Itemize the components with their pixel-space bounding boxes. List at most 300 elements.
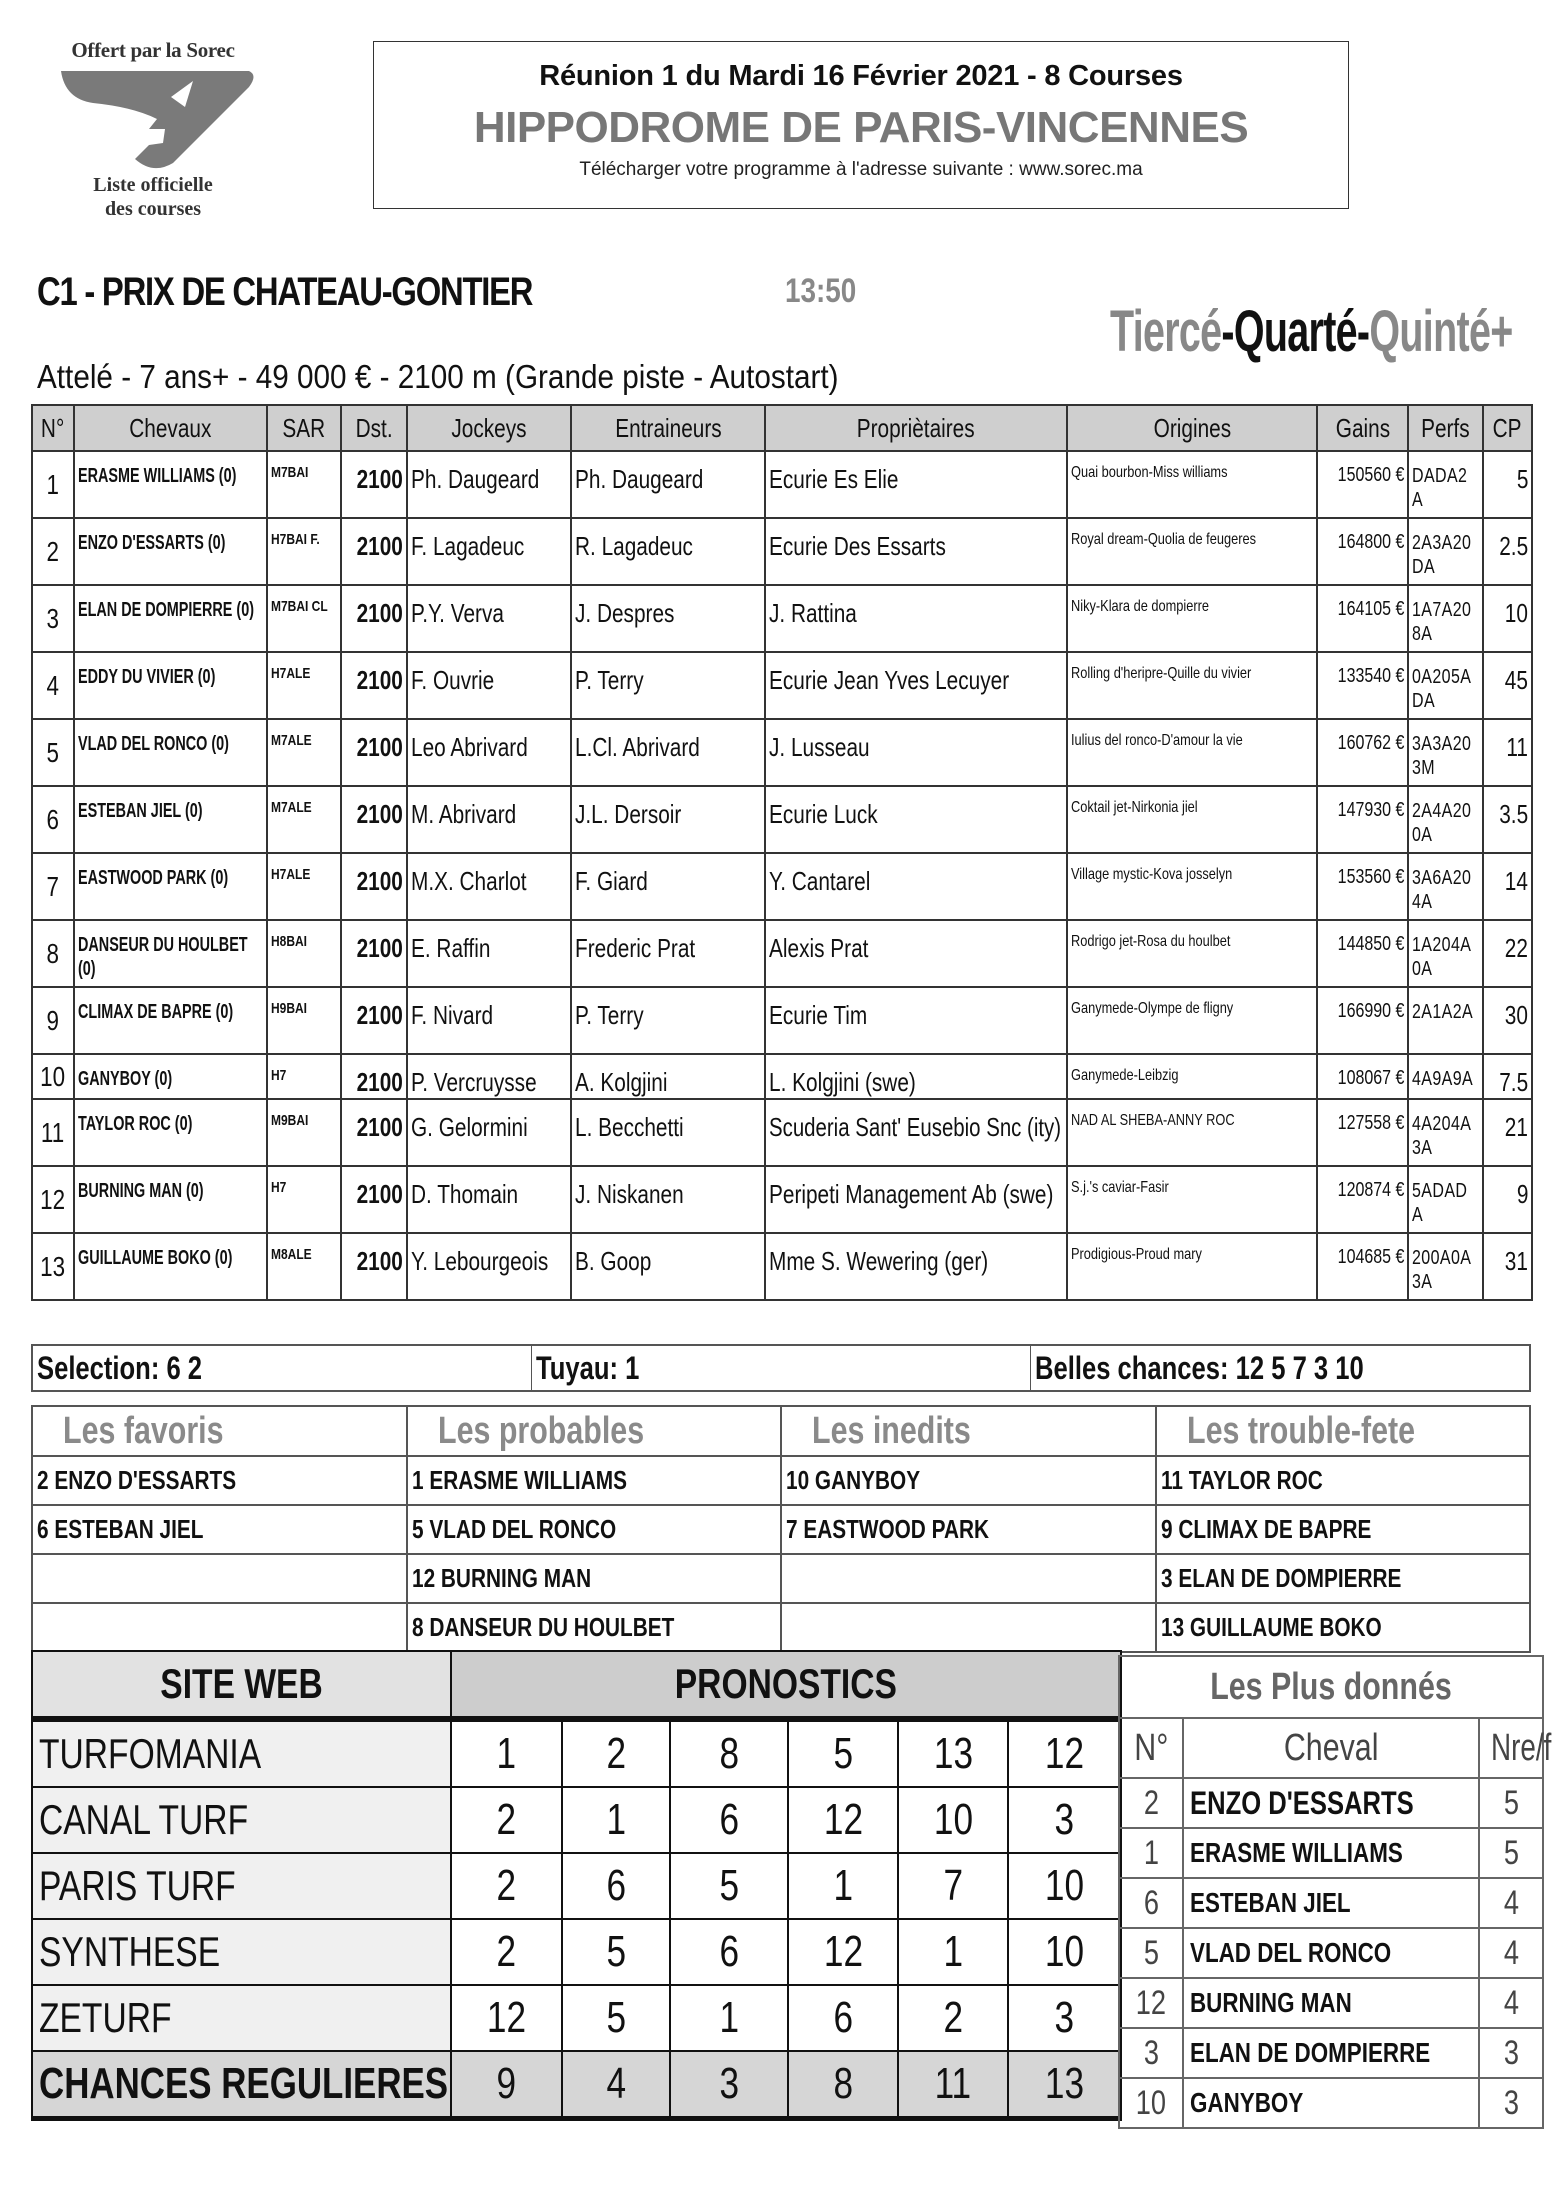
trainer-name-cell: [571, 853, 765, 920]
origins: S.j.'s caviar-Fasir: [1071, 1179, 1169, 1196]
category-header: [781, 1406, 1156, 1456]
runner-number: 10: [40, 1060, 66, 1092]
pick-cell: [562, 2051, 670, 2119]
earnings-cell: [1317, 719, 1408, 786]
sex-age-coat: H7BAI F.: [271, 531, 320, 548]
trainer-name-cell: [571, 1166, 765, 1233]
performances-cell: [1408, 1233, 1483, 1300]
pick-cell: [898, 1853, 1008, 1919]
pronostics-header: [451, 1651, 1121, 1719]
jockey-name-cell: [407, 1166, 571, 1233]
race-title: C1 - PRIX DE CHATEAU-GONTIER: [37, 270, 533, 314]
runner-row: [32, 920, 1532, 987]
pick-number: 7: [943, 1861, 963, 1910]
earnings-cell: [1317, 920, 1408, 987]
pick-number: 11: [934, 2059, 972, 2108]
category-header-label: Les trouble-fete: [1186, 1409, 1415, 1452]
regular-chances-row: [32, 2051, 1121, 2119]
category-cell: [1156, 1603, 1531, 1652]
odds-cell: [1483, 585, 1532, 652]
site-name-cell: [32, 1787, 451, 1853]
horse-name: TAYLOR ROC (0): [78, 1113, 193, 1135]
origins-cell: [1067, 652, 1317, 719]
trainer-name: R. Lagadeuc: [575, 531, 693, 561]
pick-cell: [898, 1719, 1008, 1787]
pick-number: 6: [833, 1993, 853, 2042]
distance-cell: [341, 786, 407, 853]
trainer-name: A. Kolgjini: [575, 1067, 668, 1097]
pick-cell: [898, 2051, 1008, 2119]
horse-name-cell: [74, 853, 267, 920]
race-conditions: Attelé - 7 ans+ - 49 000 € - 2100 m (Grande piste - Autostart): [37, 358, 839, 395]
categories-header-row: [32, 1406, 1530, 1456]
category-entry: 6 ESTEBAN JIEL: [37, 1514, 204, 1544]
category-entry: 1 ERASME WILLIAMS: [411, 1465, 627, 1495]
pick-cell: [1008, 1853, 1121, 1919]
race-time: 13:50: [785, 272, 857, 310]
category-cell: [781, 1505, 1156, 1554]
sex-age-coat-cell: [267, 652, 341, 719]
runner-number: 13: [40, 1250, 66, 1282]
horse-name: EASTWOOD PARK (0): [78, 867, 229, 889]
odds: 2.5: [1499, 531, 1528, 561]
runner-number: 5: [46, 736, 60, 768]
runner-row: [32, 652, 1532, 719]
horse-name: ENZO D'ESSARTS (0): [78, 532, 226, 554]
pick-cell: [898, 1787, 1008, 1853]
owner-name: Y. Cantarel: [769, 866, 871, 896]
owner-name: J. Lusseau: [769, 732, 870, 762]
distance-cell: [341, 585, 407, 652]
performances-cell: [1408, 1166, 1483, 1233]
performances-cell: [1408, 987, 1483, 1054]
category-cell: [407, 1554, 782, 1603]
owner-name-cell: [765, 786, 1067, 853]
distance-cell: [341, 1233, 407, 1300]
runner-number: 7: [46, 870, 60, 902]
pick-number: 6: [606, 1861, 626, 1910]
category-entry: 9 CLIMAX DE BAPRE: [1160, 1514, 1371, 1544]
pronostic-row: [32, 1719, 1121, 1787]
sex-age-coat: M7BAI: [271, 464, 309, 481]
distance: 2100: [356, 866, 403, 896]
plus-donnes-horse-cell: [1183, 1928, 1479, 1978]
plus-donnes-row: [1119, 1828, 1543, 1878]
categories-table: [31, 1405, 1531, 1653]
pick-number: 10: [933, 1795, 973, 1844]
site-web-header-label: SITE WEB: [160, 1660, 323, 1707]
site-name-cell: [32, 1985, 451, 2051]
horse-name-cell: [74, 786, 267, 853]
pick-number: 12: [1044, 1729, 1085, 1778]
odds-cell: [1483, 853, 1532, 920]
plus-donnes-horse: ERASME WILLIAMS: [1190, 1837, 1403, 1868]
category-row: [32, 1554, 1530, 1603]
pick-number: 2: [496, 1795, 517, 1844]
distance: 2100: [356, 1246, 403, 1276]
column-header: [74, 405, 267, 451]
site-name: CANAL TURF: [39, 1796, 249, 1843]
horse-name: ERASME WILLIAMS (0): [78, 465, 237, 487]
jockey-name: Leo Abrivard: [411, 732, 528, 762]
owner-name: Mme S. Wewering (ger): [769, 1246, 989, 1276]
earnings: 144850 €: [1337, 933, 1405, 955]
odds: 3.5: [1499, 799, 1528, 829]
trainer-name-cell: [571, 1054, 765, 1099]
category-row: [32, 1603, 1530, 1652]
sorec-logo: [38, 38, 268, 228]
plus-donnes-column-label: Cheval: [1283, 1726, 1379, 1769]
owner-name: Ecurie Es Elie: [769, 464, 899, 494]
bet-type: [1110, 300, 1513, 364]
pick-cell: [562, 1853, 670, 1919]
plus-donnes-horse: ESTEBAN JIEL: [1190, 1887, 1351, 1918]
distance-cell: [341, 451, 407, 518]
bet-quarte: Quarté: [1233, 299, 1357, 364]
jockey-name: D. Thomain: [411, 1179, 519, 1209]
odds-cell: [1483, 786, 1532, 853]
earnings-cell: [1317, 585, 1408, 652]
jockey-name: Ph. Daugeard: [411, 464, 540, 494]
horse-name: VLAD DEL RONCO (0): [78, 733, 229, 755]
column-header-label: N°: [41, 412, 65, 443]
runner-row: [32, 1166, 1532, 1233]
tuyau-cell: [532, 1346, 1031, 1390]
category-cell: [32, 1603, 407, 1652]
bet-quinte: Quinté+: [1369, 299, 1513, 364]
origins: Prodigious-Proud mary: [1071, 1246, 1202, 1263]
origins-cell: [1067, 1166, 1317, 1233]
performances: DADA2A: [1412, 465, 1468, 511]
logo-bottom-line2: des courses: [104, 198, 202, 220]
odds: 21: [1504, 1112, 1528, 1142]
origins-cell: [1067, 585, 1317, 652]
column-header-label: Dst.: [355, 412, 393, 443]
column-header-label: Origines: [1153, 412, 1231, 443]
pick-number: 12: [823, 1927, 863, 1976]
sex-age-coat: H7: [271, 1179, 287, 1196]
earnings-cell: [1317, 1233, 1408, 1300]
sex-age-coat-cell: [267, 853, 341, 920]
pick-cell: [788, 1719, 898, 1787]
column-header-label: SAR: [282, 412, 326, 443]
odds: 14: [1504, 866, 1528, 896]
trainer-name: P. Terry: [575, 1000, 644, 1030]
runner-number-cell: [32, 1233, 74, 1300]
plus-donnes-number-cell: [1119, 1828, 1183, 1878]
trainer-name: Ph. Daugeard: [575, 464, 704, 494]
plus-donnes-horse: ELAN DE DOMPIERRE: [1190, 2037, 1431, 2068]
plus-donnes-count: 5: [1503, 1783, 1519, 1822]
plus-donnes-header-row: [1119, 1718, 1543, 1778]
category-entry: 12 BURNING MAN: [411, 1563, 591, 1593]
performances-cell: [1408, 585, 1483, 652]
pick-cell: [451, 1853, 562, 1919]
pick-number: 3: [1054, 1993, 1075, 2042]
category-header: [407, 1406, 782, 1456]
pick-cell: [1008, 1919, 1121, 1985]
pronostic-row: [32, 1985, 1121, 2051]
pick-number: 1: [606, 1795, 626, 1844]
plus-donnes-title-label: Les Plus donnés: [1210, 1665, 1452, 1708]
owner-name: Scuderia Sant' Eusebio Snc (ity): [769, 1112, 1062, 1142]
runner-number: 8: [46, 937, 60, 969]
pick-number: 13: [933, 1729, 973, 1778]
sex-age-coat-cell: [267, 518, 341, 585]
runner-number: 11: [41, 1116, 65, 1148]
trainer-name: B. Goop: [575, 1246, 652, 1276]
trainer-name: F. Giard: [575, 866, 648, 896]
odds: 31: [1504, 1246, 1528, 1276]
owner-name-cell: [765, 1233, 1067, 1300]
origins: Rolling d'heripre-Quille du vivier: [1071, 665, 1252, 682]
column-header: [1317, 405, 1408, 451]
earnings-cell: [1317, 987, 1408, 1054]
jockey-name-cell: [407, 1054, 571, 1099]
origins: Quai bourbon-Miss williams: [1071, 464, 1228, 481]
column-header: [341, 405, 407, 451]
runners-header-row: [32, 405, 1532, 451]
odds-cell: [1483, 719, 1532, 786]
site-name: ZETURF: [39, 1994, 172, 2041]
sex-age-coat: H8BAI: [271, 933, 308, 950]
sex-age-coat-cell: [267, 1099, 341, 1166]
site-name: PARIS TURF: [39, 1862, 236, 1909]
site-name-cell: [32, 1719, 451, 1787]
category-cell: [1156, 1456, 1531, 1505]
odds-cell: [1483, 987, 1532, 1054]
trainer-name: J.L. Dersoir: [575, 799, 682, 829]
odds: 5: [1516, 464, 1528, 494]
earnings-cell: [1317, 652, 1408, 719]
site-name: CHANCES REGULIERES: [39, 2059, 449, 2108]
logo-top-text: Offert par la Sorec: [71, 38, 235, 62]
plus-donnes-count-cell: [1479, 1978, 1543, 2028]
plus-donnes-number: 3: [1143, 2033, 1159, 2072]
owner-name: Ecurie Tim: [769, 1000, 868, 1030]
distance: 2100: [356, 933, 403, 963]
pick-number: 1: [833, 1861, 853, 1910]
horse-name: DANSEUR DU HOULBET (0): [78, 934, 248, 980]
origins-cell: [1067, 920, 1317, 987]
earnings: 147930 €: [1337, 799, 1405, 821]
odds: 30: [1504, 1000, 1528, 1030]
category-cell: [1156, 1554, 1531, 1603]
plus-donnes-horse: BURNING MAN: [1190, 1987, 1352, 2018]
pick-number: 6: [719, 1795, 739, 1844]
category-header: [1156, 1406, 1531, 1456]
performances-cell: [1408, 853, 1483, 920]
jockey-name: M.X. Charlot: [411, 866, 527, 896]
site-name-cell: [32, 1919, 451, 1985]
horse-name-cell: [74, 585, 267, 652]
performances-cell: [1408, 1054, 1483, 1099]
odds: 45: [1504, 665, 1528, 695]
category-cell: [781, 1456, 1156, 1505]
distance: 2100: [356, 531, 403, 561]
distance: 2100: [356, 464, 403, 494]
category-cell: [32, 1554, 407, 1603]
pick-cell: [451, 1787, 562, 1853]
owner-name-cell: [765, 1099, 1067, 1166]
runner-number: 4: [46, 669, 60, 701]
sex-age-coat: H9BAI: [271, 1000, 308, 1017]
trainer-name-cell: [571, 652, 765, 719]
horse-head-logo-icon: [53, 63, 253, 173]
category-cell: [781, 1554, 1156, 1603]
performances: 4A204A3A: [1412, 1113, 1472, 1159]
distance: 2100: [356, 732, 403, 762]
category-cell: [32, 1456, 407, 1505]
horse-name: EDDY DU VIVIER (0): [78, 666, 216, 688]
origins-cell: [1067, 1233, 1317, 1300]
pick-cell: [670, 1985, 788, 2051]
runners-table: [31, 404, 1533, 1301]
plus-donnes-number-cell: [1119, 2028, 1183, 2078]
plus-donnes-column-header: [1479, 1718, 1552, 1778]
horse-name: GANYBOY (0): [78, 1068, 173, 1090]
origins-cell: [1067, 1054, 1317, 1099]
jockey-name: G. Gelormini: [411, 1112, 528, 1142]
sex-age-coat-cell: [267, 719, 341, 786]
origins-cell: [1067, 987, 1317, 1054]
tuyau-text: Tuyau: 1: [536, 1350, 640, 1386]
horse-name-cell: [74, 1233, 267, 1300]
odds: 9: [1516, 1179, 1528, 1209]
earnings-cell: [1317, 853, 1408, 920]
pick-number: 2: [496, 1927, 517, 1976]
plus-donnes-horse: VLAD DEL RONCO: [1190, 1937, 1392, 1968]
earnings-cell: [1317, 1099, 1408, 1166]
owner-name: Peripeti Management Ab (swe): [769, 1179, 1054, 1209]
pick-cell: [1008, 1787, 1121, 1853]
jockey-name-cell: [407, 719, 571, 786]
owner-name-cell: [765, 719, 1067, 786]
pronostics-header-label: PRONOSTICS: [674, 1660, 898, 1707]
trainer-name: Frederic Prat: [575, 933, 696, 963]
horse-name-cell: [74, 652, 267, 719]
bet-tierce: Tiercé: [1110, 299, 1222, 364]
origins: Royal dream-Quolia de feugeres: [1071, 531, 1256, 548]
runner-row: [32, 585, 1532, 652]
pick-cell: [1008, 1985, 1121, 2051]
origins-cell: [1067, 518, 1317, 585]
site-name: TURFOMANIA: [39, 1730, 262, 1777]
plus-donnes-count: 4: [1503, 1883, 1519, 1922]
owner-name-cell: [765, 987, 1067, 1054]
category-cell: [1156, 1505, 1531, 1554]
distance: 2100: [356, 1112, 403, 1142]
sex-age-coat: M9BAI: [271, 1112, 309, 1129]
owner-name: Ecurie Luck: [769, 799, 878, 829]
logo-bottom-line1: Liste officielle: [93, 174, 213, 196]
owner-name-cell: [765, 518, 1067, 585]
origins: Coktail jet-Nirkonia jiel: [1071, 799, 1198, 816]
category-entry: 5 VLAD DEL RONCO: [411, 1514, 616, 1544]
owner-name-cell: [765, 1166, 1067, 1233]
runner-number-cell: [32, 1099, 74, 1166]
category-row: [32, 1456, 1530, 1505]
odds-cell: [1483, 920, 1532, 987]
runner-number: 12: [40, 1183, 66, 1215]
plus-donnes-horse-cell: [1183, 1778, 1479, 1828]
origins-cell: [1067, 451, 1317, 518]
sex-age-coat-cell: [267, 987, 341, 1054]
category-header-label: Les inedits: [812, 1409, 971, 1452]
owner-name: Alexis Prat: [769, 933, 869, 963]
plus-donnes-horse: ENZO D'ESSARTS: [1190, 1784, 1414, 1821]
origins-cell: [1067, 786, 1317, 853]
selection-bar: [31, 1344, 1531, 1392]
plus-donnes-title: [1119, 1656, 1543, 1718]
sex-age-coat: M7ALE: [271, 732, 312, 749]
runner-number: 3: [46, 602, 60, 634]
owner-name: Ecurie Jean Yves Lecuyer: [769, 665, 1010, 695]
sex-age-coat-cell: [267, 920, 341, 987]
pick-number: 8: [833, 2059, 853, 2108]
owner-name-cell: [765, 585, 1067, 652]
performances: 2A3A20DA: [1412, 532, 1472, 578]
pick-cell: [451, 1985, 562, 2051]
plus-donnes-horse-cell: [1183, 1828, 1479, 1878]
pronostic-row: [32, 1919, 1121, 1985]
runner-row: [32, 451, 1532, 518]
sex-age-coat: H7ALE: [271, 866, 311, 883]
sex-age-coat: M8ALE: [271, 1246, 312, 1263]
column-header-label: Perfs: [1421, 412, 1470, 443]
plus-donnes-number: 6: [1143, 1883, 1159, 1922]
plus-donnes-count-cell: [1479, 1778, 1543, 1828]
plus-donnes-count: 3: [1503, 2033, 1519, 2072]
column-header-label: Gains: [1335, 412, 1390, 443]
jockey-name-cell: [407, 920, 571, 987]
jockey-name-cell: [407, 786, 571, 853]
plus-donnes-row: [1119, 2078, 1543, 2128]
pick-cell: [788, 1919, 898, 1985]
odds-cell: [1483, 451, 1532, 518]
selection-text: Selection: 6 2: [37, 1350, 203, 1386]
pick-number: 1: [719, 1993, 739, 2042]
category-entry: 8 DANSEUR DU HOULBET: [411, 1612, 674, 1642]
trainer-name-cell: [571, 451, 765, 518]
trainer-name: L.Cl. Abrivard: [575, 732, 700, 762]
plus-donnes-title-row: [1119, 1656, 1543, 1718]
performances-cell: [1408, 920, 1483, 987]
origins: Village mystic-Kova josselyn: [1071, 866, 1233, 883]
runner-row: [32, 786, 1532, 853]
runner-number-cell: [32, 853, 74, 920]
sex-age-coat-cell: [267, 451, 341, 518]
plus-donnes-row: [1119, 1778, 1543, 1828]
plus-donnes-count-cell: [1479, 2028, 1543, 2078]
runner-number-cell: [32, 920, 74, 987]
plus-donnes-number: 10: [1135, 2083, 1167, 2122]
performances: 3A6A204A: [1412, 867, 1472, 913]
pick-cell: [788, 1853, 898, 1919]
distance: 2100: [356, 1067, 403, 1097]
category-cell: [407, 1603, 782, 1652]
selection-cell: [33, 1346, 532, 1390]
performances-cell: [1408, 451, 1483, 518]
performances-cell: [1408, 786, 1483, 853]
sex-age-coat-cell: [267, 1233, 341, 1300]
horse-name-cell: [74, 719, 267, 786]
horse-name: GUILLAUME BOKO (0): [78, 1247, 233, 1269]
earnings-cell: [1317, 518, 1408, 585]
earnings-cell: [1317, 451, 1408, 518]
jockey-name: P. Vercruysse: [411, 1067, 537, 1097]
odds-cell: [1483, 1166, 1532, 1233]
